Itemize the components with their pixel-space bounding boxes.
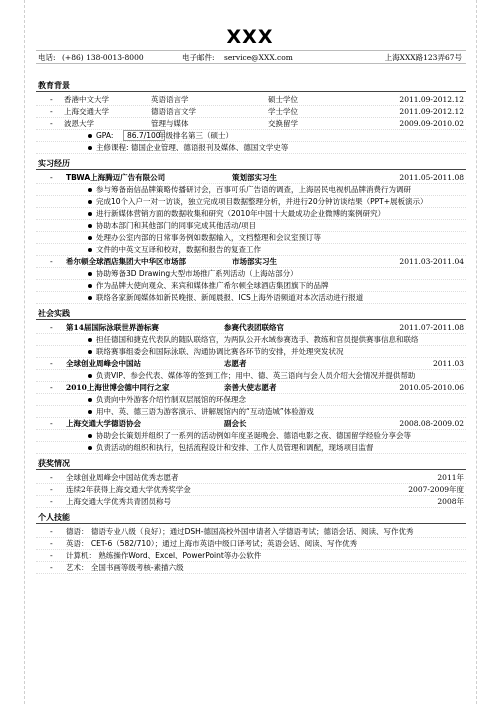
bullet-text: 协助筹备3D Drawing大型市场推广系列活动（上海站部分） xyxy=(96,269,298,278)
date: 2011.03 xyxy=(432,359,464,368)
education-row xyxy=(36,118,466,130)
gpa-value: 86.7/100 xyxy=(123,130,165,141)
date: 2011.05-2011.08 xyxy=(399,173,464,182)
bullet-icon xyxy=(88,134,92,138)
job-row xyxy=(36,172,466,184)
bullet-text: 文件的中英文互译和校对，数据和报告的复查工作 xyxy=(96,245,261,254)
social-role: 亲善大使志愿者 xyxy=(224,383,277,392)
education-row xyxy=(36,106,466,118)
dash-marker: - xyxy=(50,323,53,332)
skill-row xyxy=(36,526,466,538)
phone-label: 电话: xyxy=(38,52,56,62)
social-row xyxy=(36,358,466,370)
dash-marker: - xyxy=(50,527,53,536)
dash-marker: - xyxy=(50,119,53,128)
school-name: 上海交通大学 xyxy=(64,107,109,116)
section-awards xyxy=(36,458,466,470)
social-row xyxy=(36,322,466,334)
courses: 主修课程: 德国企业管理、德语报刊及媒体、德国文学史等 xyxy=(96,143,289,152)
bullet-text: 联络各家新闻媒体如新民晚报、新闻晨报、ICS上海外语频道对本次活动进行报道 xyxy=(96,293,364,302)
award-row xyxy=(36,484,466,496)
social-role: 志愿者 xyxy=(224,359,247,368)
award-text: 上海交通大学优秀共青团员称号 xyxy=(66,497,171,506)
email-label: 电子邮件: xyxy=(182,52,215,62)
phone: (+86) 138-0013-8000 xyxy=(62,52,144,62)
skill-text: 英语： CET-6（582/710）；通过上海市英语中级口译考试；英语会话、阅读、写作优秀 xyxy=(66,539,358,548)
section-social xyxy=(36,308,466,320)
section-experience xyxy=(36,158,466,170)
bullet-icon xyxy=(88,188,92,192)
dash-marker: - xyxy=(50,563,53,572)
major: 德语语言文学 xyxy=(151,107,196,116)
bullet-text: 用中、英、德三语为游客演示、讲解展馆内的“互动造城”体验游戏 xyxy=(96,407,314,416)
section-title: 教育背景 xyxy=(38,81,70,90)
bullet-text: 完成10个入户一对一访谈，独立完成项目数据整理分析，并进行20分钟访谈结果（PPT+展板演示） xyxy=(96,197,428,206)
degree: 硕士学位 xyxy=(268,95,298,104)
school-name: 香港中文大学 xyxy=(64,95,109,104)
bullet-icon xyxy=(88,350,92,354)
dash-marker: - xyxy=(50,95,53,104)
date: 2007-2009年度 xyxy=(408,485,464,494)
award-row xyxy=(36,472,466,484)
social-bullet xyxy=(36,394,466,406)
bullet-icon xyxy=(88,272,92,276)
bullet-icon xyxy=(88,212,92,216)
major: 管理与媒体 xyxy=(151,119,189,128)
courses-row xyxy=(36,142,466,154)
section-title: 获奖情况 xyxy=(38,459,70,468)
bullet-icon xyxy=(88,200,92,204)
bullet-icon xyxy=(88,338,92,342)
bullet-text: 作为品牌大使向观众、来宾和媒体推广希尔顿全球酒店集团旗下的品牌 xyxy=(96,281,329,290)
bullet-text: 负责向中外游客介绍竹制双层展馆的环保理念 xyxy=(96,395,246,404)
date: 2010.05-2010.06 xyxy=(399,383,464,392)
section-title: 实习经历 xyxy=(38,159,70,168)
guide-line xyxy=(24,0,25,704)
bullet-text: 协助本部门和其他部门的同事完成其他活动/项目 xyxy=(96,221,257,230)
skill-row xyxy=(36,562,466,574)
dash-marker: - xyxy=(50,107,53,116)
social-row xyxy=(36,418,466,430)
skill-text: 德语： 德语专业八级（良好）；通过DSH-德国高校外国申请者入学德语考试；德语会话、阅读、写作优秀 xyxy=(66,527,414,536)
skill-row xyxy=(36,538,466,550)
skill-text: 艺术： 全国书画等级考核-素描六级 xyxy=(66,563,184,572)
job-bullet xyxy=(36,220,466,232)
job-role: 市场部实习生 xyxy=(232,257,277,266)
bullet-icon xyxy=(88,236,92,240)
degree: 交换留学 xyxy=(268,119,298,128)
date: 2008.08-2009.02 xyxy=(399,419,464,428)
candidate-name: XXX xyxy=(226,26,274,48)
social-bullet xyxy=(36,406,466,418)
bullet-icon xyxy=(88,284,92,288)
bullet-text: 进行新媒体营销方面的数据收集和研究（2010年中国十大最成功企业微博的案例研究） xyxy=(96,209,386,218)
job-row xyxy=(36,256,466,268)
dash-marker: - xyxy=(50,551,53,560)
section-education xyxy=(36,80,466,92)
dash-marker: - xyxy=(50,473,53,482)
company-name: 希尔顿全球酒店集团大中华区市场部 xyxy=(66,257,186,266)
job-bullet xyxy=(36,280,466,292)
award-text: 连续2年获得上海交通大学优秀奖学金 xyxy=(66,485,191,494)
rank: 年级排名第三（硕士） xyxy=(158,131,233,140)
social-role: 参赛代表团联络官 xyxy=(224,323,284,332)
dash-marker: - xyxy=(50,383,53,392)
bullet-text: 联络赛事组委会和国际泳联、沟通协调比赛各环节的安排，并处理突发状况 xyxy=(96,347,344,356)
bullet-icon xyxy=(88,296,92,300)
job-bullet xyxy=(36,292,466,304)
gpa-row xyxy=(36,130,466,142)
org-name: 第14届国际泳联世界游标赛 xyxy=(66,323,159,332)
bullet-text: 负责活动的组织和执行，包括流程设计和安排、工作人员管理和调配，现场项目监督 xyxy=(96,443,374,452)
date: 2011年 xyxy=(437,473,464,482)
dash-marker: - xyxy=(50,485,53,494)
dash-marker: - xyxy=(50,257,53,266)
bullet-icon xyxy=(88,398,92,402)
award-text: 全球创业周峰会中国站优秀志愿者 xyxy=(66,473,179,482)
social-bullet xyxy=(36,442,466,454)
company-name: TBWA上海腾迈广告有限公司 xyxy=(66,173,166,182)
date: 2011.09-2012.12 xyxy=(399,107,464,116)
school-name: 波恩大学 xyxy=(64,119,94,128)
skill-text: 计算机： 熟练操作Word、Excel、PowerPoint等办公软件 xyxy=(66,551,262,560)
bullet-text: 协助会长策划并组织了一系列的活动例如年度圣诞晚会、德语电影之夜、德国留学经验分享会等 xyxy=(96,431,411,440)
guide-line xyxy=(476,0,477,704)
dash-marker: - xyxy=(50,419,53,428)
section-title: 社会实践 xyxy=(38,309,70,318)
bullet-text: 负责VIP、参会代表、媒体等的签到工作；用中、德、英三语向与会人员介绍大会情况并提供帮助 xyxy=(96,371,416,380)
award-row xyxy=(36,496,466,508)
bullet-icon xyxy=(88,446,92,450)
dash-marker: - xyxy=(50,173,53,182)
bullet-text: 担任德国和捷克代表队的随队联络官，为两队公开水域参赛选手、教练和官员提供赛事信息和联络 xyxy=(96,335,419,344)
degree: 学士学位 xyxy=(268,107,298,116)
social-role: 副会长 xyxy=(224,419,247,428)
job-bullet xyxy=(36,196,466,208)
job-bullet xyxy=(36,184,466,196)
address: 上海XXX路123弄67号 xyxy=(384,52,462,62)
bullet-icon xyxy=(88,146,92,150)
gpa-label: GPA: xyxy=(96,131,114,140)
dash-marker: - xyxy=(50,539,53,548)
bullet-icon xyxy=(88,410,92,414)
bullet-text: 处理办公室内部的日常事务例如数据输入，文档整理和会议室预订等 xyxy=(96,233,321,242)
social-bullet xyxy=(36,370,466,382)
date: 2011.07-2011.08 xyxy=(399,323,464,332)
section-skills xyxy=(36,512,466,524)
job-bullet xyxy=(36,232,466,244)
job-bullet xyxy=(36,208,466,220)
date: 2011.09-2012.12 xyxy=(399,95,464,104)
skill-row xyxy=(36,550,466,562)
job-role: 策划部实习生 xyxy=(232,173,277,182)
job-bullet xyxy=(36,244,466,256)
email: service@XXX.com xyxy=(224,52,293,62)
section-title: 个人技能 xyxy=(38,513,70,522)
contact-bar xyxy=(36,50,466,64)
bullet-icon xyxy=(88,434,92,438)
social-bullet xyxy=(36,334,466,346)
date: 2011.03-2011.04 xyxy=(399,257,464,266)
major: 英语语言学 xyxy=(151,95,189,104)
bullet-text: 参与筹备南信品牌策略传播研讨会，百事可乐广告语的调查，上海居民电视机品牌消费行为调研 xyxy=(96,185,411,194)
date: 2009.09-2010.02 xyxy=(399,119,464,128)
social-bullet xyxy=(36,346,466,358)
date: 2008年 xyxy=(437,497,464,506)
bullet-icon xyxy=(88,248,92,252)
social-row xyxy=(36,382,466,394)
job-bullet xyxy=(36,268,466,280)
bullet-icon xyxy=(88,224,92,228)
social-bullet xyxy=(36,430,466,442)
bullet-icon xyxy=(88,374,92,378)
org-name: 全球创业周峰会中国站 xyxy=(66,359,141,368)
dash-marker: - xyxy=(50,497,53,506)
org-name: 上海交通大学德语协会 xyxy=(66,419,141,428)
org-name: 2010上海世博会德中同行之家 xyxy=(66,383,170,392)
dash-marker: - xyxy=(50,359,53,368)
education-row xyxy=(36,94,466,106)
